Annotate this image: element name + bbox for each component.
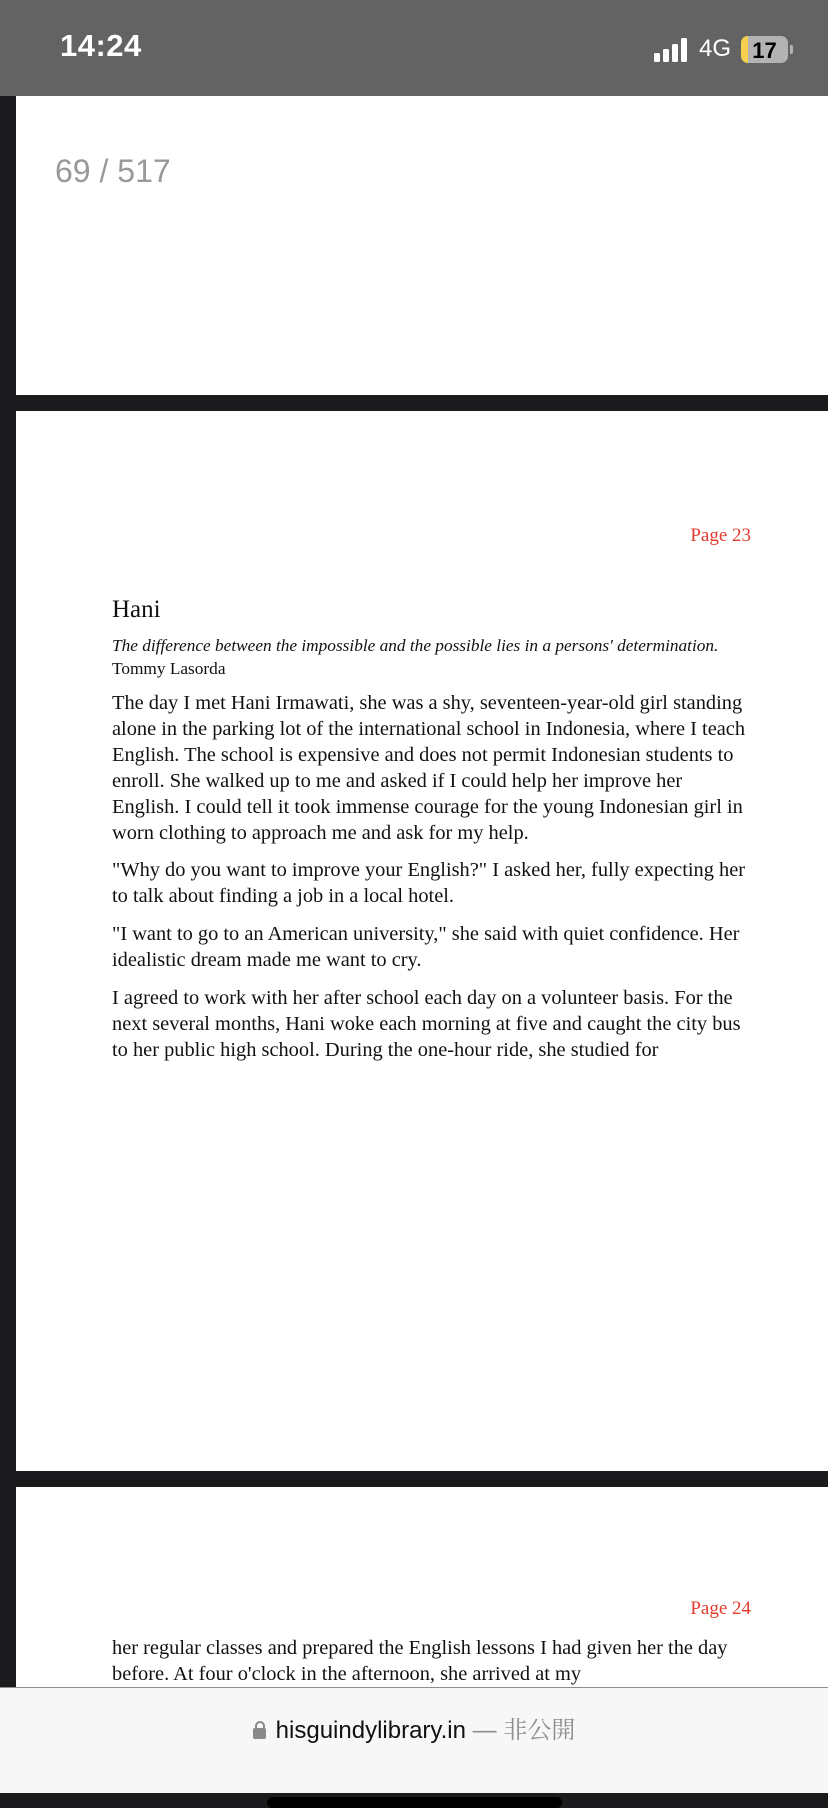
epigraph-quote: The difference between the impossible and the possible lies in a persons' determination. — [112, 636, 719, 655]
lock-icon — [253, 1721, 266, 1739]
document-page-24[interactable] — [16, 1487, 828, 1688]
body-paragraph: I agreed to work with her after school each day on a volunteer basis. For the next several months, Hani woke each morning at five and caught the city bus to her public high school. During the one-hour ride, she studied for — [112, 987, 741, 1061]
network-type: 4G — [699, 35, 732, 62]
url-private-label: — 非公開 — [472, 1717, 576, 1744]
body-paragraph: "I want to go to an American university," she said with quiet confidence. Her idealistic dream made me want to cry. — [112, 923, 740, 972]
document-page-23[interactable] — [16, 411, 828, 1471]
battery-tip — [790, 45, 793, 54]
home-indicator[interactable] — [267, 1797, 562, 1808]
status-time: 14:24 — [60, 28, 142, 63]
browser-bottom-bar — [0, 1687, 828, 1793]
url-domain: hisguindylibrary.in — [275, 1717, 466, 1744]
epigraph-author: Tommy Lasorda — [112, 659, 226, 678]
body-paragraph: "Why do you want to improve your English?" I asked her, fully expecting her to talk about finding a job in a local hotel. — [112, 859, 746, 908]
status-bar — [0, 0, 828, 96]
body-paragraph: her regular classes and prepared the English lessons I had given her the day before. At four o'clock in the afternoon, she arrived at my — [112, 1637, 728, 1685]
battery-level: 17 — [752, 38, 777, 63]
body-paragraph: The day I met Hani Irmawati, she was a shy, seventeen-year-old girl standing alone in the parking lot of the international school in Indonesia, where I teach English. The school is expensive and does not permit Indonesian students to enroll. She walked up to me and asked if I could help her improve her English. I could tell it took immense courage for the young Indonesian girl in worn clothing to approach me and ask for my help. — [112, 692, 746, 844]
address-bar[interactable] — [0, 1710, 828, 1745]
chapter-title: Hani — [112, 596, 161, 623]
cellular-signal-icon — [654, 38, 690, 62]
page-number-label: Page 23 — [690, 525, 751, 546]
page-counter: 69 / 517 — [55, 153, 171, 189]
battery-icon — [741, 36, 788, 63]
page-content — [112, 595, 752, 1076]
document-page-previous[interactable] — [16, 96, 828, 395]
page-number-label: Page 24 — [690, 1598, 751, 1619]
